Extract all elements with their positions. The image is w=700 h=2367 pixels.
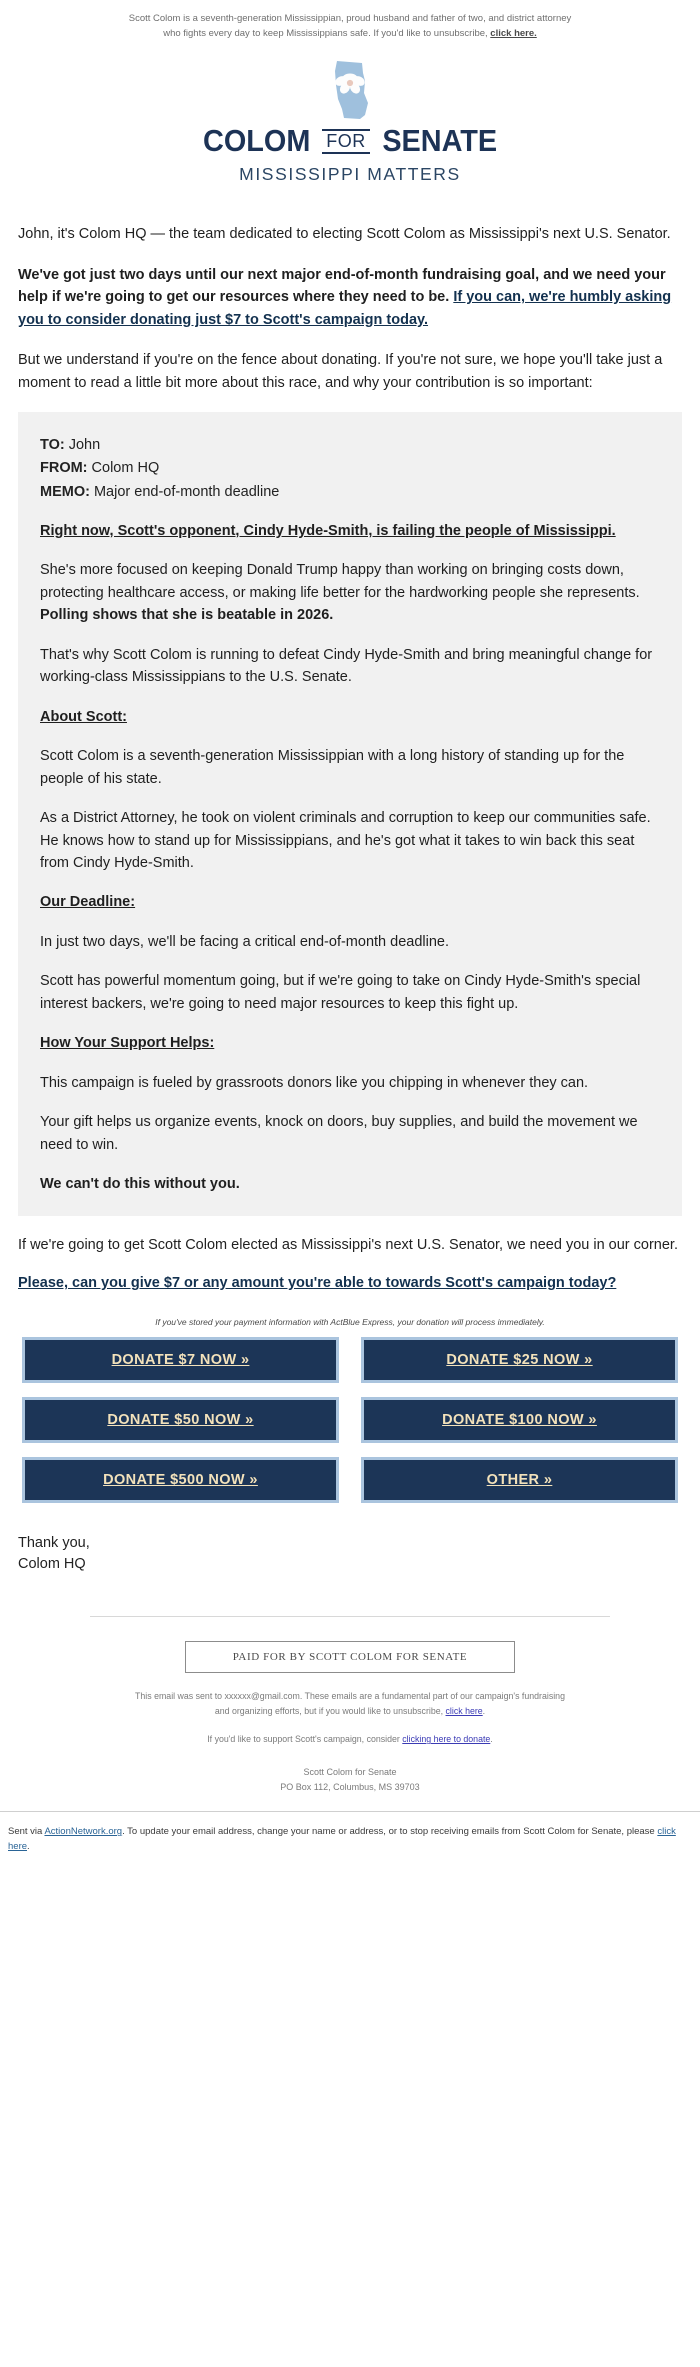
- actblue-express-note: If you've stored your payment information with ActBlue Express, your donation will process immediately.: [155, 1316, 545, 1327]
- logo-tagline: MISSISSIPPI MATTERS: [239, 164, 461, 185]
- donate-inline-link[interactable]: If you can, we're humbly asking you to consider donating just $7 to Scott's campaign today.: [18, 289, 672, 328]
- organization-address: [0, 1765, 700, 1796]
- memo-heading-support: [40, 1032, 660, 1054]
- memo-p1-a: She's more focused on keeping Donald Trump happy than working on bringing costs down, protecting healthcare access, or making life better for the hardworking people she represents.: [40, 562, 640, 601]
- action-network-link[interactable]: ActionNetwork.org: [44, 1826, 123, 1838]
- memo-from-value: Colom HQ: [91, 460, 160, 477]
- organization-mailing-address: PO Box 112, Columbus, MS 39703: [280, 1781, 420, 1792]
- memo-from-row: [40, 457, 660, 480]
- donate-button-grid: [0, 1337, 700, 1511]
- paid-for-disclaimer: PAID FOR BY SCOTT COLOM FOR SENATE: [185, 1641, 515, 1673]
- memo-heading-support-text: How Your Support Helps:: [40, 1035, 215, 1052]
- campaign-logo: [0, 45, 700, 203]
- preheader-text: [0, 0, 700, 45]
- preheader-copy: Scott Colom is a seventh-generation Mississippian, proud husband and father of two, and district attorney who fights every day to keep Mississippians safe. If you'd like to unsubscribe,: [128, 13, 572, 39]
- sent-via-notice: [0, 1812, 700, 1876]
- memo-box: [18, 412, 682, 1215]
- footer-fine-1-b: .: [482, 1705, 486, 1716]
- memo-closing: [40, 1173, 660, 1195]
- memo-header: [40, 434, 660, 504]
- memo-subject-label: MEMO:: [40, 483, 90, 500]
- donate-other-button[interactable]: OTHER »: [361, 1457, 678, 1503]
- footer-divider: [90, 1616, 610, 1617]
- memo-subject-row: [40, 481, 660, 504]
- footer-donate-link[interactable]: clicking here to donate: [402, 1734, 491, 1745]
- memo-heading-about: [40, 706, 660, 728]
- memo-paragraph-4: As a District Attorney, he took on violent criminals and corruption to keep our communities safe. He knows how to stand up for Mississippians, and he's got what it takes to win back this seat from Cindy Hyde-Smith.: [40, 810, 651, 871]
- sent-via-b: . To update your email address, change your name or address, or to stop receiving emails from Scott Colom for Senate, please: [122, 1826, 658, 1838]
- intro-copy: [0, 203, 700, 394]
- sent-via-a: Sent via: [8, 1826, 45, 1838]
- memo-to-value: John: [68, 437, 101, 454]
- memo-heading-opponent: [40, 520, 660, 542]
- memo-paragraph-8: Your gift helps us organize events, knock on doors, buy supplies, and build the movement we need to win.: [40, 1114, 638, 1153]
- donate-100-button[interactable]: DONATE $100 NOW »: [361, 1397, 678, 1443]
- signoff-line-2: Colom HQ: [18, 1556, 86, 1573]
- memo-paragraph-5: In just two days, we'll be facing a critical end-of-month deadline.: [40, 933, 449, 950]
- donate-50-button[interactable]: DONATE $50 NOW »: [22, 1397, 339, 1443]
- signoff-line-1: Thank you,: [18, 1534, 90, 1551]
- donate-500-button[interactable]: DONATE $500 NOW »: [22, 1457, 339, 1503]
- sent-via-click-here-link[interactable]: click here: [8, 1826, 676, 1853]
- footer-unsubscribe-link[interactable]: click here: [445, 1705, 483, 1716]
- footer-fine-2-a: If you'd like to support Scott's campaign, consider: [207, 1734, 403, 1745]
- memo-heading-about-text: About Scott:: [40, 708, 127, 725]
- intro-paragraph: John, it's Colom HQ — the team dedicated to electing Scott Colom as Mississippi's next U.S. Senator.: [18, 226, 671, 243]
- memo-to-label: TO:: [40, 437, 65, 454]
- memo-heading-deadline: [40, 891, 660, 913]
- donate-7-button[interactable]: DONATE $7 NOW »: [22, 1337, 339, 1383]
- signoff: [0, 1511, 700, 1581]
- ask-bold-text: We've got just two days until our next major end-of-month fundraising goal, and we need your help if we're going to get our resources where they need to be.: [18, 266, 666, 306]
- memo-from-label: FROM:: [40, 460, 88, 477]
- memo-p1-b: Polling shows that she is beatable in 2026.: [40, 607, 334, 624]
- fence-paragraph: But we understand if you're on the fence about donating. If you're not sure, we hope you'll take just a moment to read a little bit more about this race, and why your contribution is so important:: [18, 352, 663, 391]
- memo-paragraph-3: Scott Colom is a seventh-generation Mississippian with a long history of standing up for the people of his state.: [40, 748, 625, 787]
- organization-name: Scott Colom for Senate: [303, 1766, 397, 1777]
- logo-word-senate: SENATE: [382, 123, 497, 159]
- preheader-unsubscribe-link[interactable]: click here.: [490, 27, 537, 39]
- memo-to-row: [40, 434, 660, 457]
- memo-paragraph-1: [40, 559, 660, 626]
- sent-via-c: .: [27, 1841, 30, 1853]
- memo-heading-opponent-text: Right now, Scott's opponent, Cindy Hyde-Smith, is failing the people of Mississippi.: [40, 522, 616, 539]
- logo-word-for: FOR: [322, 129, 370, 154]
- mississippi-magnolia-icon: [324, 59, 376, 121]
- final-ask-paragraph: If we're going to get Scott Colom elected as Mississippi's next U.S. Senator, we need you in our corner.: [18, 1236, 678, 1253]
- memo-closing-text: We can't do this without you.: [40, 1176, 240, 1193]
- final-ask-link[interactable]: Please, can you give $7 or any amount you're able to towards Scott's campaign today?: [18, 1275, 617, 1292]
- footer-fine-print-1: [0, 1689, 700, 1718]
- footer-fine-print-2: [0, 1732, 700, 1747]
- memo-heading-deadline-text: Our Deadline:: [40, 894, 136, 911]
- memo-paragraph-2: That's why Scott Colom is running to defeat Cindy Hyde-Smith and bring meaningful change for working-class Mississippians to the U.S. Senate.: [40, 646, 653, 686]
- memo-subject-value: Major end-of-month deadline: [93, 483, 280, 500]
- final-ask: [0, 1234, 700, 1295]
- memo-paragraph-6: Scott has powerful momentum going, but if we're going to take on Cindy Hyde-Smith's special interest backers, we're going to need major resources to keep this fight up.: [40, 973, 641, 1012]
- logo-word-colom: COLOM: [202, 123, 311, 159]
- donate-25-button[interactable]: DONATE $25 NOW »: [361, 1337, 678, 1383]
- final-ask-link-wrap: [18, 1272, 682, 1294]
- memo-paragraph-7: This campaign is fueled by grassroots donors like you chipping in whenever they can.: [40, 1074, 589, 1091]
- footer-fine-2-b: .: [490, 1734, 493, 1745]
- ask-paragraph: [18, 264, 682, 331]
- footer-fine-1-a: This email was sent to xxxxxx@gmail.com. These emails are a fundamental part of our campaign's fundraising and organizing efforts, but if you would like to unsubscribe,: [135, 1691, 565, 1716]
